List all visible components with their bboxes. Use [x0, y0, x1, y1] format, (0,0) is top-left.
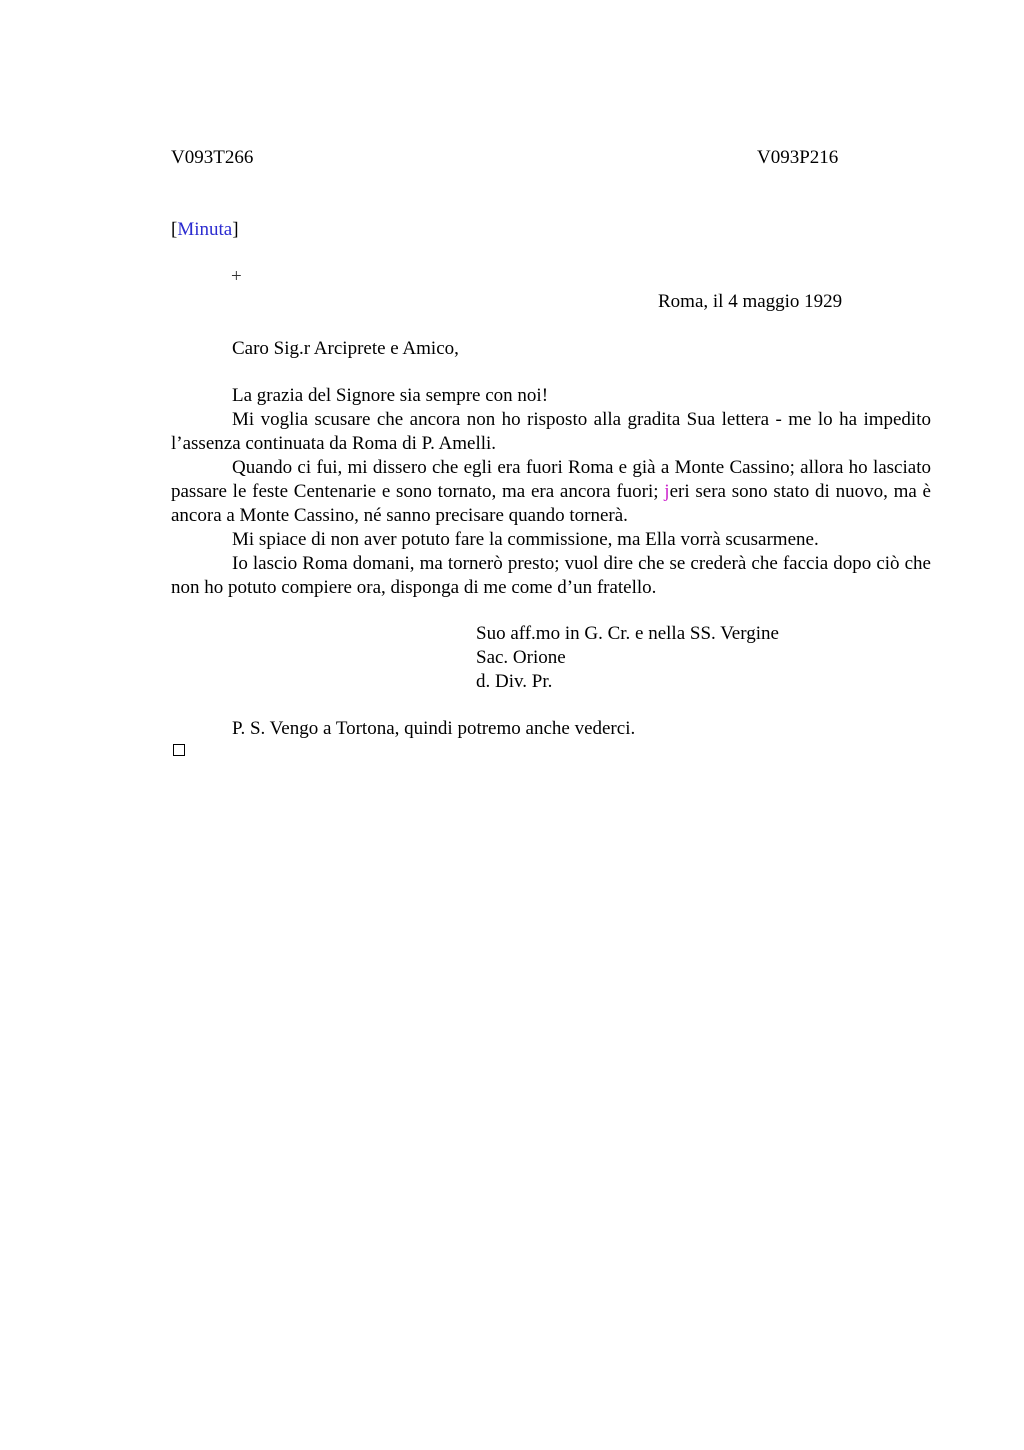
paragraph-3 — [171, 456, 931, 528]
end-of-document-box-icon — [173, 744, 185, 756]
closing-signature — [476, 622, 779, 694]
closing-line-1: Suo aff.mo in G. Cr. e nella SS. Vergine — [476, 623, 779, 644]
salutation: Caro Sig.r Arciprete e Amico, — [232, 338, 459, 359]
paragraph-1: La grazia del Signore sia sempre con noi! — [232, 385, 549, 406]
cross-symbol: + — [231, 266, 242, 287]
closing-line-2: Sac. Orione — [476, 647, 566, 668]
minuta-open-bracket: [ — [171, 219, 178, 240]
letter-body — [171, 384, 931, 600]
postscript: P. S. Vengo a Tortona, quindi potremo anche vederci. — [232, 718, 636, 739]
minuta-close-bracket: ] — [232, 219, 239, 240]
document-reference-right: V093P216 — [757, 147, 839, 168]
document-reference-left: V093T266 — [171, 147, 254, 168]
minuta-label — [171, 218, 239, 242]
paragraph-3-text-after: eri sera sono stato di nuovo, ma è ancora a Monte Cassino, né sanno precisare quando tornerà. — [171, 481, 931, 526]
paragraph-5: Io lascio Roma domani, ma tornerò presto; vuol dire che se crederà che faccia dopo ciò che non ho potuto compiere ora, disponga di me come d’un fratello. — [171, 553, 931, 598]
paragraph-3-text-before: Quando ci fui, mi dissero che egli era fuori Roma e già a Monte Cassino; allora ho lasciato passare le feste Centenarie e sono tornato, ma era ancora fuori; — [171, 457, 931, 502]
editorial-highlight: j — [664, 481, 670, 502]
paragraph-4: Mi spiace di non aver potuto fare la commissione, ma Ella vorrà scusarmene. — [232, 529, 819, 550]
closing-line-3: d. Div. Pr. — [476, 671, 553, 692]
paragraph-2: Mi voglia scusare che ancora non ho risposto alla gradita Sua lettera - me lo ha impedito l’assenza continuata da Roma di P. Amelli. — [171, 409, 931, 454]
minuta-word: Minuta — [177, 219, 233, 240]
dateline: Roma, il 4 maggio 1929 — [658, 291, 843, 312]
